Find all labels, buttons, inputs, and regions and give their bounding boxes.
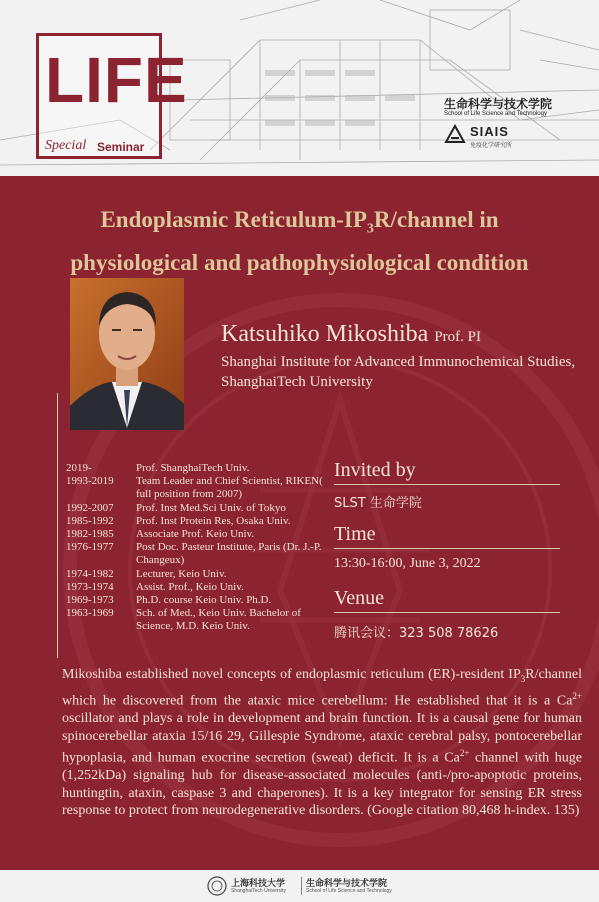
cv-year: 2019-: [66, 462, 92, 474]
cv-row: [66, 607, 336, 633]
header-banner: [0, 0, 599, 176]
venue-heading: Venue: [334, 587, 384, 609]
cv-divider-line: [57, 393, 58, 658]
speaker-photo: [70, 278, 184, 430]
venue-rule: [334, 612, 560, 613]
abstract-part2: R/channel which he discovered from the ataxic mice cerebellum: He established that it is a Ca: [62, 667, 582, 709]
cv-desc: Prof. ShanghaiTech Univ.: [136, 462, 250, 474]
life-seminar-logo: [36, 33, 188, 159]
speaker-title: Prof. PI: [434, 329, 481, 345]
speaker-name: Katsuhiko Mikoshiba: [221, 321, 429, 347]
logo-special-text: Special: [45, 138, 87, 153]
time-rule: [334, 548, 560, 549]
cv-row: [66, 528, 336, 541]
cv-year: 1976-1977: [66, 541, 114, 554]
siais-name: SIAIS: [470, 124, 509, 139]
cv-desc: Assist. Prof., Keio Univ.: [136, 580, 244, 593]
cv-year: 1992-2007: [66, 501, 114, 514]
cv-desc: Associate Prof. Keio Univ.: [136, 528, 255, 541]
cv-list: [66, 462, 336, 634]
title-line1-a: Endoplasmic Reticulum-IP: [100, 207, 367, 232]
cv-year: 1982-1985: [66, 528, 114, 541]
university-seal-icon: [207, 876, 227, 896]
footer-university-cn: 上海科技大学: [231, 879, 286, 889]
cv-year: 1974-1982: [66, 567, 114, 580]
cv-desc: Sch. of Med., Keio Univ. Bachelor of Science, M.D. Keio Univ.: [136, 607, 301, 633]
cv-desc: Prof. Inst Med.Sci Univ. of Tokyo: [136, 501, 286, 514]
cv-row: [66, 515, 336, 528]
cv-row: [66, 581, 336, 594]
footer-divider: [301, 877, 302, 895]
time-value: 13:30-16:00, June 3, 2022: [334, 556, 481, 571]
school-name-en: School of Life Science and Technology: [444, 111, 547, 117]
invited-heading: Invited by: [334, 459, 416, 481]
time-heading: Time: [334, 523, 376, 545]
logo-seminar-text: Seminar: [97, 140, 145, 154]
venue-value: 腾讯会议：323 508 78626: [334, 626, 499, 641]
footer-school-en: School of Life Science and Technology: [306, 888, 392, 894]
speaker-affiliation: Shanghai Institute for Advanced Immunochemical Studies, ShanghaiTech University: [221, 354, 576, 390]
cv-desc: Post Doc. Pasteur Institute, Paris (Dr. J.-P. Changeux): [136, 541, 322, 567]
cv-year: 1973-1974: [66, 580, 114, 593]
footer-bar: [0, 870, 599, 902]
title-line2: physiological and pathophysiological condition: [70, 249, 529, 275]
speaker-name-line: [221, 321, 481, 348]
abstract-sup2: 2+: [459, 748, 470, 759]
abstract-sub1: 3: [520, 673, 526, 684]
cv-row: [66, 594, 336, 607]
title-line1-sub: 3: [366, 221, 374, 237]
cv-row: [66, 462, 336, 475]
abstract-part1: Mikoshiba established novel concepts of endoplasmic reticulum (ER)-resident IP: [62, 667, 521, 682]
abstract-sup1: 2+: [572, 691, 582, 702]
cv-row: [66, 568, 336, 581]
cv-year: 1969-1973: [66, 594, 114, 607]
abstract-part3: oscillator and plays a role in development and brain function. It is a causal gene for human spinocerebellar ataxia 15/16 29, Gillespie Syndrome, ataxic cerebral palsy, pontocerebellar hypoplasia, and human exocrine secretion (sweat) deficit. It is a Ca: [62, 711, 582, 766]
invited-value: SLST 生命学院: [334, 496, 422, 511]
cv-year: 1963-1969: [66, 607, 114, 620]
invited-rule: [334, 484, 560, 485]
school-name-cn: 生命科学与技术学院: [444, 97, 553, 111]
cv-desc: Prof. Inst Protein Res, Osaka Univ.: [136, 514, 291, 527]
seminar-title: [20, 203, 579, 279]
cv-desc: Lecturer, Keio Univ.: [136, 567, 227, 580]
siais-logo-icon: [444, 124, 466, 144]
title-line1-b: R/channel in: [373, 207, 499, 232]
cv-desc: Ph.D. course Keio Univ. Ph.D.: [136, 594, 272, 607]
footer-school-cn: 生命科学与技术学院: [306, 879, 388, 889]
siais-name-cn: 免疫化学研究所: [470, 142, 513, 149]
footer-university-en: ShanghaiTech University: [231, 888, 287, 894]
abstract-part4: channel with huge (1,252kDa) signaling hub for disease-associated molecules (anti-/pro-apoptotic proteins, huntingtin, ataxin, caspase 3 and chaperones). It is a key integrator for sensing ER stress response to protect from neurodegenerative disorders. (Google citation 80,468 h-index. 135): [62, 750, 582, 818]
cv-year: 1993-2019: [66, 475, 114, 488]
cv-desc: Team Leader and Chief Scientist, RIKEN( full position from 2007): [136, 475, 323, 501]
cv-row: [66, 541, 336, 567]
cv-year: 1985-1992: [66, 514, 114, 527]
cv-row: [66, 502, 336, 515]
cv-row: [66, 475, 336, 501]
abstract-text: [62, 666, 582, 819]
logo-life-text: LIFE: [45, 44, 188, 116]
